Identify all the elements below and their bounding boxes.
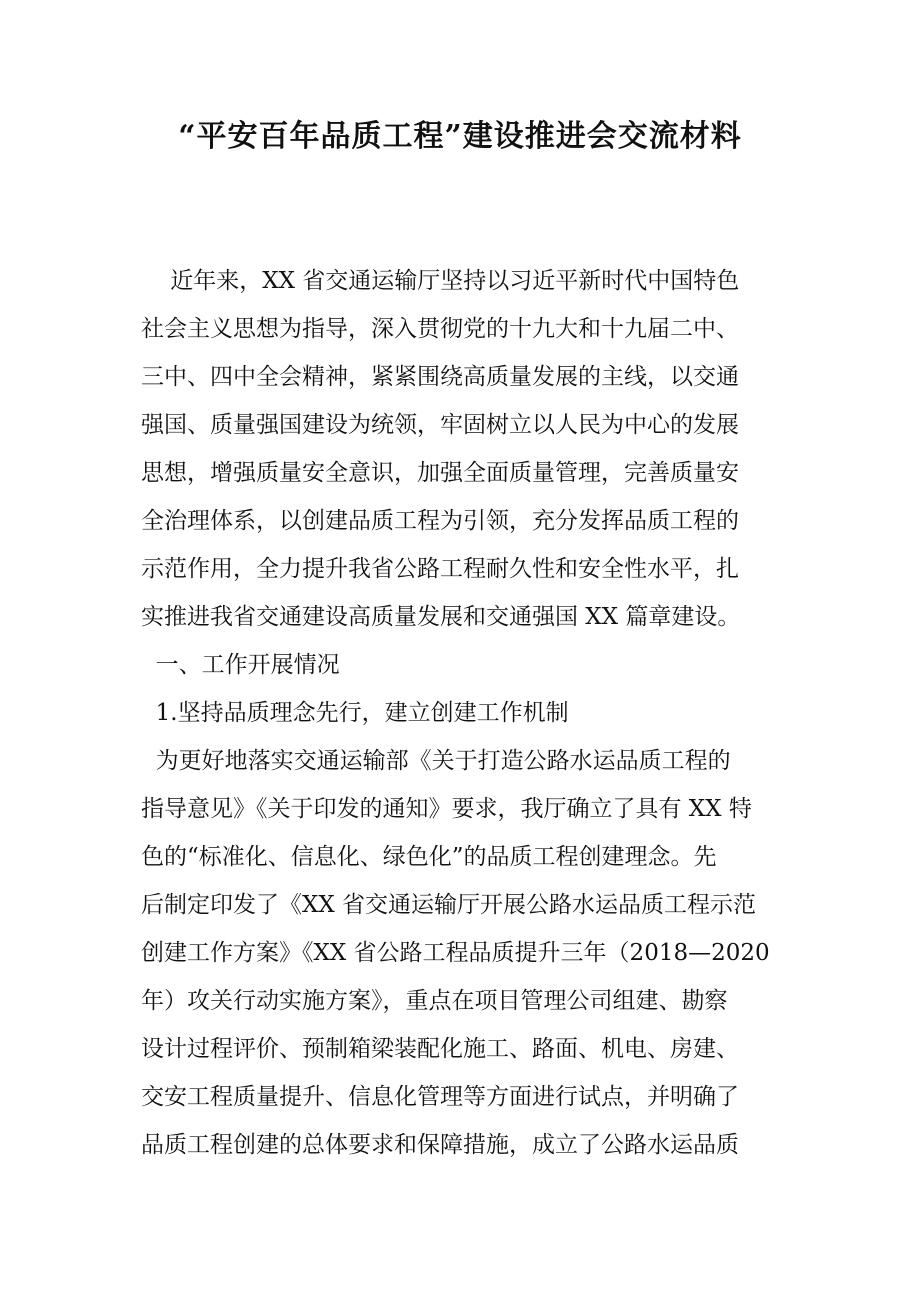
body-line: 示范作用，全力提升我省公路工程耐久性和安全性水平，扎: [141, 556, 739, 582]
body-line: 实推进我省交通建设高质量发展和交通强国 XX 篇章建设。: [141, 604, 741, 630]
document-title: “平安百年品质工程”建设推进会交流材料: [178, 119, 742, 154]
body-line: 强国、质量强国建设为统领，牢固树立以人民为中心的发展: [141, 412, 739, 438]
body-line: 色的“标准化、信息化、绿色化”的品质工程创建理念。先: [141, 844, 717, 870]
body-line: 近年来，XX 省交通运输厅坚持以习近平新时代中国特色: [141, 268, 740, 294]
body-line: 全治理体系，以创建品质工程为引领，充分发挥品质工程的: [141, 508, 739, 534]
body-line: 三中、四中全会精神，紧紧围绕高质量发展的主线，以交通: [141, 364, 739, 390]
body-line: 为更好地落实交通运输部《关于打造公路水运品质工程的: [141, 748, 731, 774]
body-line: 设计过程评价、预制箱梁装配化施工、路面、机电、房建、: [141, 1036, 739, 1062]
body-line: 指导意见》《关于印发的通知》要求，我厅确立了具有 XX 特: [141, 796, 752, 822]
body-line: 交安工程质量提升、信息化管理等方面进行试点，并明确了: [141, 1084, 739, 1110]
body-line: 创建工作方案》《XX 省公路工程品质提升三年（2018—2020: [141, 940, 770, 966]
subsection-heading: 1.坚持品质理念先行，建立创建工作机制: [141, 700, 569, 726]
section-heading: 一、工作开展情况: [141, 652, 340, 678]
body-line: 思想，增强质量安全意识，加强全面质量管理，完善质量安: [141, 460, 739, 486]
body-line: 后制定印发了《XX 省交通运输厅开展公路水运品质工程示范: [141, 892, 757, 918]
body-line: 品质工程创建的总体要求和保障措施，成立了公路水运品质: [141, 1132, 739, 1158]
body-line: 年）攻关行动实施方案》，重点在项目管理公司组建、勘察: [141, 988, 728, 1014]
body-line: 社会主义思想为指导，深入贯彻党的十九大和十九届二中、: [141, 316, 739, 342]
